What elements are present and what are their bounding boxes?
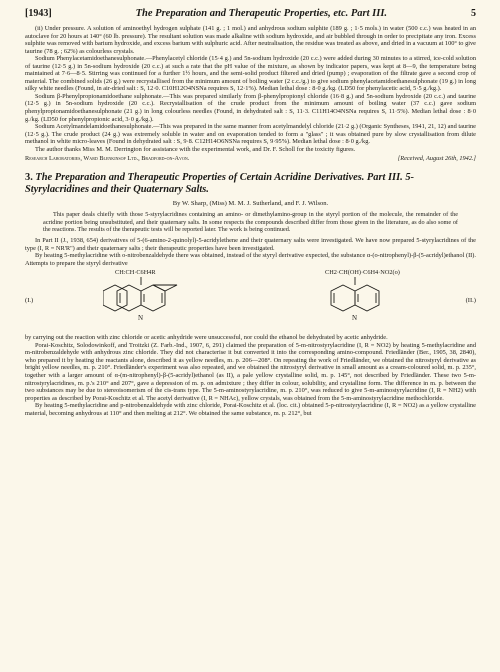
paragraph-intro: In Part II (J., 1938, 654) derivatives of 5-(6-amino-2-quinolyl)-5-acridylethene and their quaternary salts were investigated. We have now prepared 5-styrylacridines of the type (I, R = NR'R") and their quaternary salts ; their therapeutic properties have been investigated. — [25, 237, 476, 252]
paragraph-phenylacetamido: Sodium Phenylacetamidoethanesulphonate.—Phenylacetyl chloride (15·4 g.) and 5n-sodium hydroxide (20 c.c.) were added during 30 minutes to a stirred, ice-cold solution of taurine (12·5 g.) in 5n-sodium hydroxide (20 c.c.) at such a rate that the pH value of the mixture, as shown by indicator papers, was kept at 8—9, the temperature being maintained at 7·6—8·5. Stirring was continued for a further 1½ hours, and the semi-solid product filtered and dried (pump) ; evaporation of the filtrate gave a second crop of material. The combined solids (26 g.) were recrystallised from the minimum amount of boiling water (2 c.c./g.) to give sodium phenylacetamidoethanesulphonate (19 g.) in long silky white needles (Found, in air-dried salt : S, 12·0. C10H12O4NSNa requires S, 12·1%). Median lethal dose : 8·0 g./kg. (LD50 for phenylacetic acid, 5·5 g./kg.). — [25, 55, 476, 93]
paragraph-acetylmandelamido: Sodium Acetylmandelamidoethanesulphonate.—This was prepared in the same manner from acetylmandelyl chloride (21·2 g.) (Organic Syntheses, 1941, 21, 12) and taurine (12·5 g.). The crude product (24 g.) was extremely soluble in water and on evaporation tended to form a "glass" ; it was obtained pure by slow crystallisation from dilute methanol in white micro-leaves (Found in dehydrated salt : S, 9·8. C12H14O6NSNa requires S, 9·95%). Median lethal dose : 8·0 g./kg. — [25, 123, 476, 146]
page-number: 5 — [471, 8, 476, 19]
article-body — [25, 237, 476, 417]
volume-year: [1943] — [25, 8, 52, 19]
running-head — [25, 8, 476, 20]
affiliation-row — [25, 155, 476, 163]
paragraph-heating: By heating 5-methylacridine with o-nitrobenzaldehyde there was obtained, instead of the styryl derivative expected, the substance α-(o-nitrophenyl)-β-(5-acridyl)ethanol (II). Attempts to prepare the styryl derivative — [25, 252, 476, 267]
formula-II-caption: CH2·CH(OH)·C6H4·NO2(o) — [325, 269, 400, 277]
abstract: This paper deals chiefly with those 5-styrylacridines containing an amino- or dimethylamino-group in the styryl portion of the molecule, the remainder of the acridine portion being unsubstituted, and their quaternary salts. In some respects the compounds described differ from those given in the literature, as do also some of the reactions. The results of the therapeutic tests will be reported later. The work is being continued. — [43, 211, 458, 233]
paragraph-continuation: by carrying out the reaction with zinc chloride or acetic anhydride were unsuccessful, nor could the ethanol be dehydrated by acetic anhydride. — [25, 334, 388, 342]
article-title — [25, 172, 476, 197]
acridine-structure-I — [103, 277, 179, 331]
paragraph-phenylpropionamido: Sodium β-Phenylpropionamidoethane sulphonate.—This was prepared similarly from β-phenylpropionyl chloride (16·8 g.) and 5n-sodium hydroxide (20 c.c.) and taurine (12·5 g.) in 5n-sodium hydroxide (20 c.c.). Recrystallisation of the crude product from the minimum amount of boiling water (37 c.c.) gave sodium phenylpropionamidoethanesulphonate (21 g.) in long colourless needles (Found, in dehydrated salt : S, 11·3. C11H14O4NSNa requires S, 11·5%). Median lethal dose : 8·0 g./kg. (LD50 for phenylpropionic acid, 3·0 g./kg.). — [25, 92, 476, 123]
formula-label-II: (II.) — [465, 297, 476, 305]
paragraph-under-pressure: (ii) Under pressure. A solution of aminoethyl hydrogen sulphate (141 g. ; 1 mol.) and anhydrous sodium sulphite (189 g. ; 1·5 mols.) in water (500 c.c.) was heated in an autoclave for 20 hours at 140° (60 lb. pressure). The resultant solution was made alkaline with sodium hydroxide, and air bubbled through in order to precipitate any iron. Excess sulphite was removed with barium hydroxide, and excess barium with sulphuric acid. After neutralisation, the residue was treated as above, and dried in a vacuum at 100° to give taurine (78 g. ; 62%) as colourless crystals. — [25, 25, 476, 55]
running-title: The Preparation and Therapeutic Properties, etc. Part III. — [135, 8, 388, 19]
svg-text:N: N — [352, 314, 358, 323]
structural-formulae — [25, 269, 476, 333]
article-number: 3. — [25, 171, 33, 183]
acridine-structure-II — [317, 277, 393, 331]
article-title-text: The Preparation and Therapeutic Properties of Certain Acridine Derivatives. Part III. 5-Styrylacridines and their Quaternary Salts. — [25, 171, 414, 196]
svg-text:N: N — [138, 314, 144, 323]
author-line: By W. Sharp, (Miss) M. M. J. Sutherland, and F. J. Wilson. — [172, 199, 329, 207]
paragraph-p-nitrobenzaldehyde: By heating 5-methylacridine and p-nitrobenzaldehyde with zinc chloride, Porai-Koschitz et al. (loc. cit.) obtained 5-p-nitrostyrylacridine (I, R = NO2) as a yellow crystalline material, becoming anhydrous at 110° and then melting at 212°. We obtained the same substance, m. p. 212°, but — [25, 402, 476, 417]
formula-I-caption: CH:CH·C6H4R — [115, 269, 156, 277]
received-date: [Received, August 26th, 1942.] — [397, 155, 476, 163]
formula-label-I: (I.) — [25, 297, 34, 305]
laboratory-address: Research Laboratories, Ward Blenkinsop Ltd., Bradford-on-Avon. — [25, 155, 190, 163]
paragraph-porai-koschitz: Porai-Koschitz, Solodowinkoff, and Troitzki (Z. Farb.-Ind., 1907, 6, 291) claimed the preparation of 5-m-nitrostyrylacridine (I, R = NO2) by heating 5-methylacridine and m-nitrobenzaldehyde with anhydrous zinc chloride. They did not characterise it but converted it into the corresponding amino-compound. Friedländer (Ber., 1905, 38, 2840), who prepared it by heating the reactants alone, described it as yellow needles, m. p. 206—208°. On repeating the work of Friedländer, we obtained the nitrostyryl derivative as bright yellow needles, m. p. 210°. Friedländer's experiment was also repeated, and we obtained the nitrostyryl derivative in small amount as a cream-coloured solid, m. p. 235°, together with a larger amount of α-(m-nitrophenyl)-β-(5-acridyl)ethanol (as II), a pale yellow crystalline solid, m. p. 145°, not described by Friedländer. These two 5-m-nitrostyrylacridines, m. p.'s 210° and 207°, gave a depression of m. p. on admixture ; they differ in colour, solubility, and crystalline form. The difference in m. p. between the two substances may be due to stereoisomerism of the cis-trans type. The 5-m-aminostyrylacridine, m. p. 210°, was reduced to give 5-m-aminostyrylacridine (I, R = NH2) with properties as described by Porai-Koschitz et al. The acetyl derivative (I, R = NHAc), yellow crystals, was obtained from the 5-m-aminostyrylacridine methochloride. — [25, 341, 476, 402]
acknowledgement: The author thanks Miss M. M. Derrington for assistance with the experimental work, and Dr. F. Scholl for the toxicity figures. — [35, 145, 356, 153]
